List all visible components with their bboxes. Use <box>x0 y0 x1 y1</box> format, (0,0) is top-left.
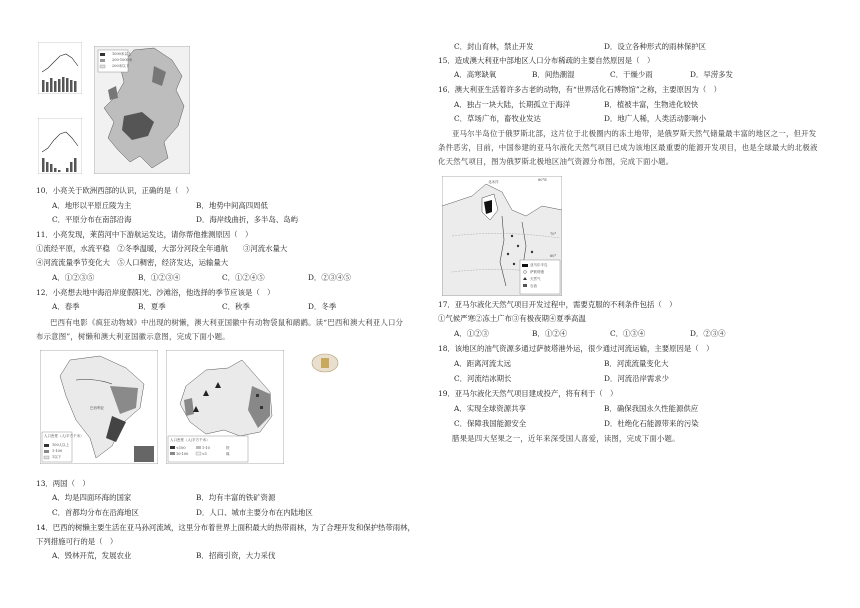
europe-map <box>94 46 190 174</box>
q15-option-c[interactable]: C．干燥少雨 <box>610 70 653 79</box>
intro-yamal-3: 化天然气项目，图为俄罗斯北极地区油气资源分布图，完成下面小题。 <box>438 157 674 166</box>
yamal-ocean-label: 北冰洋 <box>488 180 499 184</box>
q12-option-c[interactable]: C．秋季 <box>222 302 250 311</box>
yamal-deg-60: 60° <box>550 254 557 258</box>
q14-stem-1: 14．巴西的树懒主要生活在亚马孙河流域，这里分布着世界上面积最大的热带雨林，为了合理开发和保护热带雨林， <box>36 523 415 532</box>
yamal-deg-70: 70° <box>550 232 557 236</box>
q11-line-2: ④河流流量季节变化大 ⑤人口稠密，经济发达，运输量大 <box>36 258 229 267</box>
q19-option-b[interactable]: B．确保我国永久性能源供应 <box>604 404 699 413</box>
q13-option-d[interactable]: D．人口、城市主要分布在内陆地区 <box>196 508 313 517</box>
aus-legend-iron: 铁 <box>226 446 230 450</box>
q10-option-a[interactable]: A．地形以平原丘陵为主 <box>52 201 132 210</box>
q14-stem-2: 下列措施可行的是（ ） <box>36 537 118 546</box>
q11-option-d[interactable]: D．②③④⑤ <box>308 273 351 282</box>
europe-legend-1: 1000米以上 <box>112 52 132 56</box>
q17-option-a[interactable]: A．①②③ <box>454 329 489 338</box>
emblem-icon <box>310 352 340 374</box>
aus-legend-3: 1-10 <box>202 446 210 450</box>
q16-option-c[interactable]: C．草场广布，畜牧业发达 <box>454 114 541 123</box>
intro-nut: 腊果是四大坚果之一，近年来深受国人喜爱，读图，完成下面小题。 <box>452 434 680 443</box>
q16-option-d[interactable]: D．地广人稀，人类活动影响小 <box>604 114 707 123</box>
q13-stem: 13．两国（ ） <box>36 479 90 488</box>
q18-option-b[interactable]: B．河流流量变化大 <box>604 359 669 368</box>
q13-option-b[interactable]: B．均有丰富的铁矿资源 <box>196 493 276 502</box>
q10-option-d[interactable]: D．海岸线曲折，多半岛、岛屿 <box>196 215 299 224</box>
q11-line-1: ①流经平原，水流平稳 ②冬季温暖，大部分河段全年通航 ③河流水量大 <box>36 244 288 253</box>
yamal-figure <box>442 176 562 296</box>
climate-chart-top <box>38 42 82 94</box>
q13-option-a[interactable]: A．均是四面环海的国家 <box>52 493 132 502</box>
q17-option-d[interactable]: D．②③④ <box>690 329 726 338</box>
q15-stem: 15．造成澳大利亚中部地区人口分布稀疏的主要自然原因是（ ） <box>438 56 655 65</box>
aus-legend-coal: 煤 <box>226 452 230 456</box>
q19-option-d[interactable]: D．杜绝化石能源带来的污染 <box>604 419 699 428</box>
yamal-legend-4: 石油 <box>530 284 537 288</box>
q14-option-c[interactable]: C．封山育林，禁止开发 <box>454 42 534 51</box>
q14-option-a[interactable]: A．毁林开荒，发展农业 <box>52 551 132 560</box>
q12-option-d[interactable]: D．冬季 <box>308 302 337 311</box>
q10-option-c[interactable]: C．平原分布在南部沿海 <box>52 215 132 224</box>
brazil-river-label: 巴西利亚 <box>90 406 104 410</box>
q16-option-b[interactable]: B．植被丰富，生物进化较快 <box>604 100 699 109</box>
q11-stem: 11．小亮发现，莱茵河中下游航运发达，请你帮他推测原因（ ） <box>36 230 253 239</box>
q18-option-a[interactable]: A．距离河流太远 <box>454 359 512 368</box>
q17-line-1: ①气候严寒②冻土广布③有极夜期④夏季高温 <box>438 314 586 323</box>
intro-brazil-australia-1: 巴西有电影《疯狂动物城》中出现的树懒，澳大利亚国徽中有动物袋鼠和鸸鹋。读“巴西和澳大利亚人口分 <box>50 318 404 327</box>
q12-option-b[interactable]: B．夏季 <box>138 302 166 311</box>
intro-yamal-1: 亚马尔半岛位于俄罗斯北部，这片位于北极圈内的冻土地带，是俄罗斯天然气储量最丰富的地区之一，但开发 <box>452 129 817 138</box>
q11-option-c[interactable]: C．①②④⑤ <box>222 273 265 282</box>
q17-option-c[interactable]: C．①③④ <box>610 329 646 338</box>
q17-stem: 17．亚马尔液化天然气项目开发过程中，需要克服的不利条件包括（ ） <box>438 300 677 309</box>
q18-option-d[interactable]: D．河流沿岸需求少 <box>604 374 670 383</box>
q19-option-c[interactable]: C．保障我国能源安全 <box>454 419 527 428</box>
brazil-legend-title: 人口密度（人/平方千米） <box>44 434 84 438</box>
aus-legend-2: 10-100 <box>176 452 189 456</box>
q12-option-a[interactable]: A．春季 <box>52 302 80 311</box>
q15-option-a[interactable]: A．高寒缺氧 <box>454 70 497 79</box>
q13-option-c[interactable]: C．首都均分布在沿海地区 <box>52 508 139 517</box>
q11-option-b[interactable]: B．①②③④ <box>138 273 181 282</box>
yamal-legend-1: 亚马尔半岛 <box>530 263 548 267</box>
q19-stem: 19．亚马尔液化天然气项目建成投产，将有利于（ ） <box>438 389 618 398</box>
q16-option-a[interactable]: A．独占一块大陆，长期孤立于海洋 <box>454 100 571 109</box>
europe-legend-2: 200-1000米 <box>112 58 133 62</box>
climate-chart-bottom <box>38 118 82 174</box>
q17-option-b[interactable]: B．①②④ <box>532 329 567 338</box>
yamal-map <box>442 176 562 296</box>
yamal-legend-2: 萨彼塔港 <box>530 270 544 274</box>
q11-option-a[interactable]: A．①②③⑤ <box>52 273 95 282</box>
q19-option-a[interactable]: A．实现全球资源共享 <box>454 404 526 413</box>
q16-stem: 16．澳大利亚生活着许多古老的动物，有“世界活化石博物馆”之称，主要原因为（ ） <box>438 85 722 94</box>
q15-option-d[interactable]: D．早涝多发 <box>690 70 733 79</box>
aus-legend-1: <100 <box>176 446 186 450</box>
brazil-legend-3: 1以下 <box>52 455 62 459</box>
europe-legend-3: 200米以下 <box>112 64 130 68</box>
yamal-legend-3: 天然气 <box>530 277 541 281</box>
q12-stem: 12．小亮想去地中海沿岸度假阳光、沙滩浴，他选择的季节应该是（ ） <box>36 288 275 297</box>
aus-legend-title: 人口密度（人/平方千米） <box>170 438 210 442</box>
intro-brazil-australia-2: 布示意图”，树懒和澳大利亚国徽示意图，完成下面小题。 <box>36 332 230 341</box>
q14-option-b[interactable]: B．招商引资，大力采伐 <box>196 551 276 560</box>
q18-stem: 18．该地区的油气资源多通过萨彼塔港外运，很少通过河流运输，主要原因是（ ） <box>438 344 714 353</box>
q10-stem: 10．小亮关于欧洲西部的认识，正确的是（ ） <box>36 186 194 195</box>
brazil-australia-figure <box>40 350 340 468</box>
yamal-deg-80e: 80°E <box>538 178 547 182</box>
q14-option-d[interactable]: D．设立各种形式的雨林保护区 <box>604 42 707 51</box>
intro-yamal-2: 条件恶劣，目前，中国参建的亚马尔液化天然气项目已成为该地区最重要的能源开发项目，也是全球最大的北极液 <box>438 143 818 152</box>
q15-option-b[interactable]: B．间热潮湿 <box>532 70 575 79</box>
brazil-legend-1: 100人以上 <box>52 443 70 447</box>
europe-figure <box>36 40 196 182</box>
brazil-legend-2: 1-100 <box>52 449 63 453</box>
q10-option-b[interactable]: B．地势中间高四周低 <box>196 201 268 210</box>
aus-legend-4: <1 <box>202 452 208 456</box>
q18-option-c[interactable]: C．河流结冰期长 <box>454 374 512 383</box>
